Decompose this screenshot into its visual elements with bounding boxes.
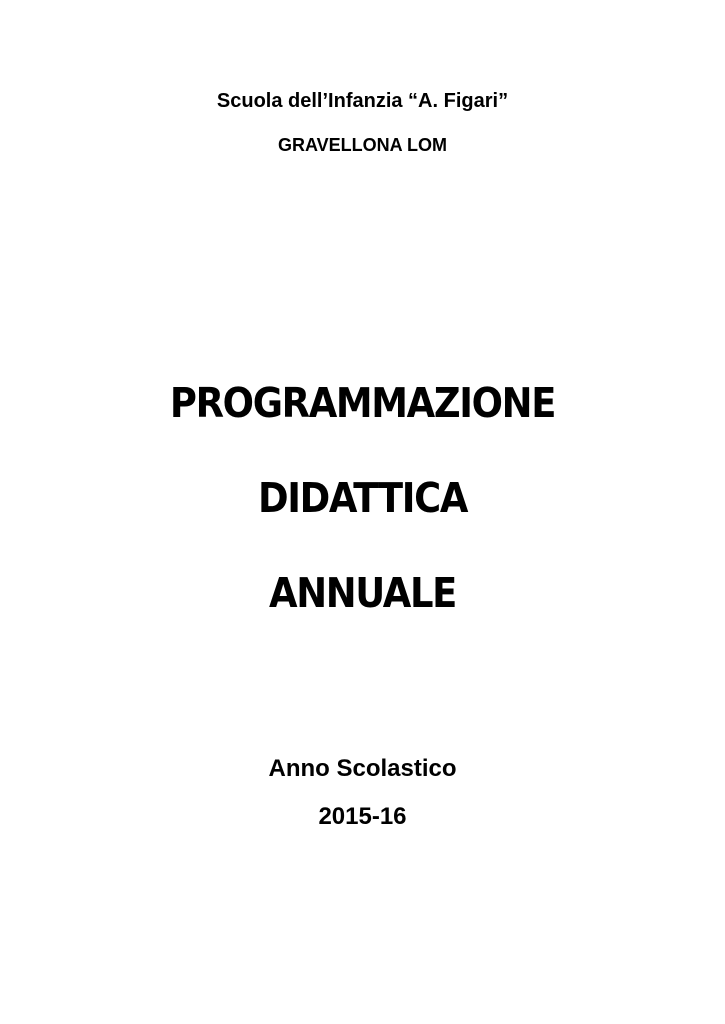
school-name: Scuola dell’Infanzia “A. Figari” [216, 90, 509, 112]
title-line-2: DIDATTICA [257, 474, 468, 522]
title-line-1: PROGRAMMAZIONE [169, 379, 556, 427]
school-city: GRAVELLONA LOM [278, 135, 447, 155]
title-line-3: ANNUALE [268, 569, 456, 617]
school-year-label: Anno Scolastico [268, 755, 457, 782]
school-year-value: 2015-16 [318, 803, 407, 830]
